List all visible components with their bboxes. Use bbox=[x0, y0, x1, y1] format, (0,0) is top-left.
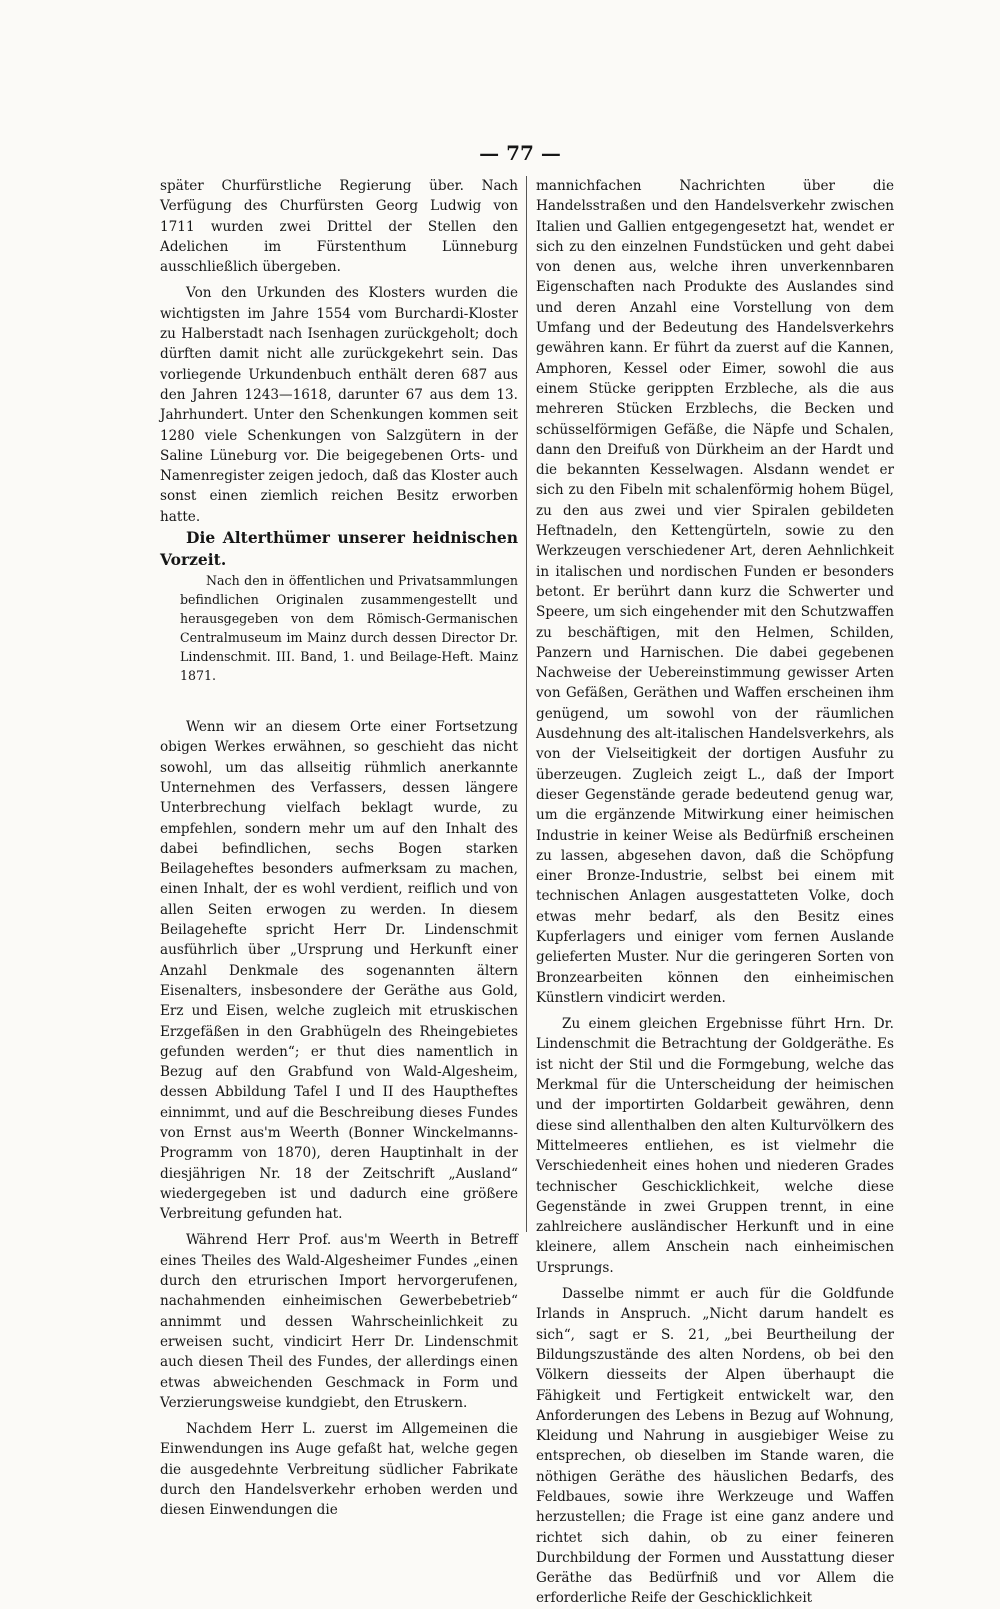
paragraph: mannichfachen Nachrichten über die Handelsstraßen und den Handelsverkehr zwischen Italien und Gallien entgegengesetzt hat, wendet er sich zu den einzelnen Fundstücken und geht dabei von denen aus, welche ihren unverkennbaren Eigenschaften nach Produkte des Auslandes sind und deren Anzahl eine Vorstellung von dem Umfang und der Bedeutung des Handelsverkehrs gewähren kann. Er führt da zuerst auf die Kannen, Amphoren, Kessel oder Eimer, sowohl die aus einem Stücke gerippten Erzbleche, als die aus mehreren Stücken Erzblechs, die Becken und schüsselförmigen Gefäße, die Näpfe und Schalen, dann den Dreifuß von Dürkheim an der Hardt und die bekannten Kesselwagen. Alsdann wendet er sich zu den Fibeln mit schalenförmig hohem Bügel, zu den aus zwei und vier Spiralen gebildeten Heftnadeln, den Kettengürteln, sowie zu den Werkzeugen verschiedener Art, deren Aehnlichkeit in italischen und nordischen Funden er besonders betont. Er berührt dann kurz die Schwerter und Speere, um sich eingehender mit den Schutzwaffen zu beschäftigen, mit den Helmen, Schilden, Panzern und Harnischen. Die dabei gegebenen Nachweise der Uebereinstimmung gewisser Arten von Gefäßen, Geräthen und Waffen erscheinen ihm genügend, um sowohl von der räumlichen Ausdehnung des alt-italischen Handelsverkehrs, als von der Vielseitigkeit der dortigen Ausfuhr zu überzeugen. Zugleich zeigt L., daß der Import dieser Gegenstände gerade bedeutend genug war, um die ergänzende Mitwirkung einer heimischen Industrie in keiner Weise als Bedürfniß erscheinen zu lassen, abgesehen davon, daß die Schöpfung einer Bronze-Industrie, selbst bei einem mit technischen Anlagen ausgestatteten Volke, doch etwas mehr bedarf, als den Besitz eines Kupferlagers und einiger vom fernen Auslande gelieferten Muster. Nur die geringeren Sorten von Bronzearbeiten können den einheimischen Künstlern vindicirt werden. bbox=[536, 178, 894, 1006]
paragraph: Während Herr Prof. aus'm Weerth in Betreff eines Theiles des Wald-Algesheimer Fundes „einen durch den etrurischen Import hervorgerufenen, nachahmenden einheimischen Gewerbebetrieb“ annimmt und dessen Wahrscheinlichkeit zu erweisen sucht, vindicirt Herr Dr. Lindenschmit auch diesen Theil des Fundes, der allerdings einen etwas abweichenden Geschmack in Form und Verzierungsweise kundgiebt, den Etruskern. bbox=[160, 1232, 518, 1411]
left-column bbox=[160, 176, 518, 1521]
right-column bbox=[536, 176, 894, 1609]
review-bibliographic-reference: Nach den in öffentlichen und Privatsammlungen befindlichen Originalen zusammengestellt und herausgegeben von dem Römisch-Germanischen Centralmuseum im Mainz durch dessen Director Dr. Lindenschmit. III. Band, 1. und Beilage-Heft. Mainz 1871. bbox=[180, 573, 518, 684]
paragraph: Dasselbe nimmt er auch für die Goldfunde Irlands in Anspruch. „Nicht darum handelt es sich“, sagt er S. 21, „bei Beurtheilung der Bildungszustände des alten Nordens, ob bei den Völkern diesseits der Alpen überhaupt die Fähigkeit und Fertigkeit entwickelt war, den Anforderungen des Lebens in Bezug auf Wohnung, Kleidung und Nahrung in ausgiebiger Weise zu entsprechen, ob dieselben im Stande waren, die nöthigen Geräthe des häuslichen Bedarfs, des Feldbaues, sowie ihre Werkzeuge und Waffen herzustellen; die Frage ist eine ganz andere und richtet sich dahin, ob zu einer feineren Durchbildung der Formen und Ausstattung dieser Geräthe das Bedürfniß und vor Allem die erforderliche Reife der Geschicklichkeit bbox=[536, 1286, 894, 1607]
review-title: Die Alterthümer unserer heidnischen Vorzeit. bbox=[160, 528, 518, 570]
paragraph: Wenn wir an diesem Orte einer Fortsetzung obigen Werkes erwähnen, so geschieht das nicht sowohl, um das allseitig rühmlich anerkannte Unternehmen des Verfassers, dessen längere Unterbrechung vielfach beklagt wurde, zu empfehlen, sondern mehr um auf den Inhalt des dabei befindlichen, sechs Bogen starken Beilageheftes besonders aufmerksam zu machen, einen Inhalt, der es wohl verdient, reiflich und von allen Seiten erwogen zu werden. In diesem Beilagehefte spricht Herr Dr. Lindenschmit ausführlich über „Ursprung und Herkunft einer Anzahl Denkmale des sogenannten ältern Eisenalters, insbesondere der Geräthe aus Gold, Erz und Eisen, welche zugleich mit etruskischen Erzgefäßen in den Grabhügeln des Rheingebietes gefunden werden“; er thut dies namentlich in Bezug auf den Grabfund von Wald-Algesheim, dessen Abbildung Tafel I und II des Hauptheftes einnimmt, und auf die Beschreibung dieses Fundes von Ernst aus'm Weerth (Bonner Winckelmanns-Programm von 1870), deren Hauptinhalt in der diesjährigen Nr. 18 der Zeitschrift „Ausland“ wiedergegeben ist und dadurch eine größere Verbreitung gefunden hat. bbox=[160, 719, 518, 1223]
paragraph: Nachdem Herr L. zuerst im Allgemeinen die Einwendungen ins Auge gefaßt hat, welche gegen die ausgedehnte Verbreitung südlicher Fabrikate durch den Handelsverkehr erhoben werden und diesen Einwendungen die bbox=[160, 1421, 518, 1519]
column-divider bbox=[526, 176, 527, 1232]
paragraph: Zu einem gleichen Ergebnisse führt Hrn. Dr. Lindenschmit die Betrachtung der Goldgeräthe. Es ist nicht der Stil und die Formgebung, welche das Merkmal für die Unterscheidung der heimischen und der importirten Goldarbeit gewähren, denn diese sind allenthalben den alten Kulturvölkern des Mittelmeeres entliehen, es ist vielmehr die Verschiedenheit eines hohen und niederen Grades technischer Geschicklichkeit, welche diese Gegenstände in zwei Gruppen trennt, in eine zahlreichere ausländischer Herkunft und in eine kleinere, allem Anschein nach einheimischen Ursprungs. bbox=[536, 1016, 894, 1276]
paragraph: Von den Urkunden des Klosters wurden die wichtigsten im Jahre 1554 vom Burchardi-Kloster zu Halberstadt nach Isenhagen zurückgeholt; doch dürften damit nicht alle zurückgekehrt sein. Das vorliegende Urkundenbuch enthält deren 687 aus den Jahren 1243—1618, darunter 67 aus dem 13. Jahrhundert. Unter den Schenkungen kommen seit 1280 viele Schenkungen von Salzgütern in der Saline Lüneburg vor. Die beigegebenen Orts- und Namenregister zeigen jedoch, daß das Kloster auch sonst einen ziemlich reichen Besitz erworben hatte. bbox=[160, 285, 518, 525]
paragraph: später Churfürstliche Regierung über. Nach Verfügung des Churfürsten Georg Ludwig von 1711 wurden zwei Drittel der Stellen den Adelichen im Fürstenthum Lünneburg ausschließlich übergeben. bbox=[160, 178, 518, 276]
page-number: — 77 — bbox=[479, 141, 561, 165]
